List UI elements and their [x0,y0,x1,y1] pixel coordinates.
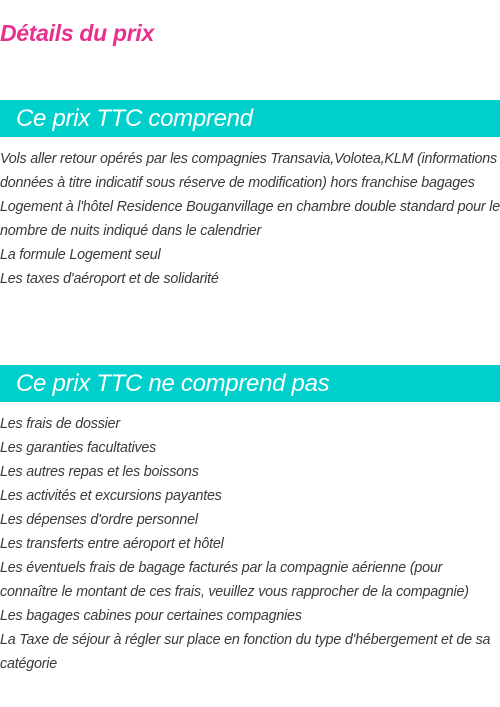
list-item: La formule Logement seul [0,247,161,263]
list-item: Les garanties facultatives [0,440,157,456]
page-title: Détails du prix [0,20,154,46]
list-item: Les frais de dossier [0,416,120,432]
included-list [0,147,500,291]
list-item: La Taxe de séjour à régler sur place en fonction du type d'hébergement et de sa catégorie [0,632,491,672]
list-item: Les autres repas et les boissons [0,464,199,480]
list-item: Logement à l'hôtel Residence Bouganvillage en chambre double standard pour le nombre de nuits indiqué dans le calendrier [0,199,500,239]
section-header-included: Ce prix TTC comprend [0,100,500,137]
list-item: Les taxes d'aéroport et de solidarité [0,271,219,287]
list-item: Les dépenses d'ordre personnel [0,512,198,528]
list-item: Les éventuels frais de bagage facturés par la compagnie aérienne (pour connaître le montant de ces frais, veuillez vous rapprocher de la compagnie) [0,560,469,600]
section-header-excluded: Ce prix TTC ne comprend pas [0,365,500,402]
list-item: Les activités et excursions payantes [0,488,222,504]
list-item: Les transferts entre aéroport et hôtel [0,536,224,552]
list-item: Vols aller retour opérés par les compagnies Transavia,Volotea,KLM (informations données à titre indicatif sous réserve de modification) hors franchise bagages [0,151,498,191]
excluded-list [0,412,500,676]
list-item: Les bagages cabines pour certaines compagnies [0,608,302,624]
